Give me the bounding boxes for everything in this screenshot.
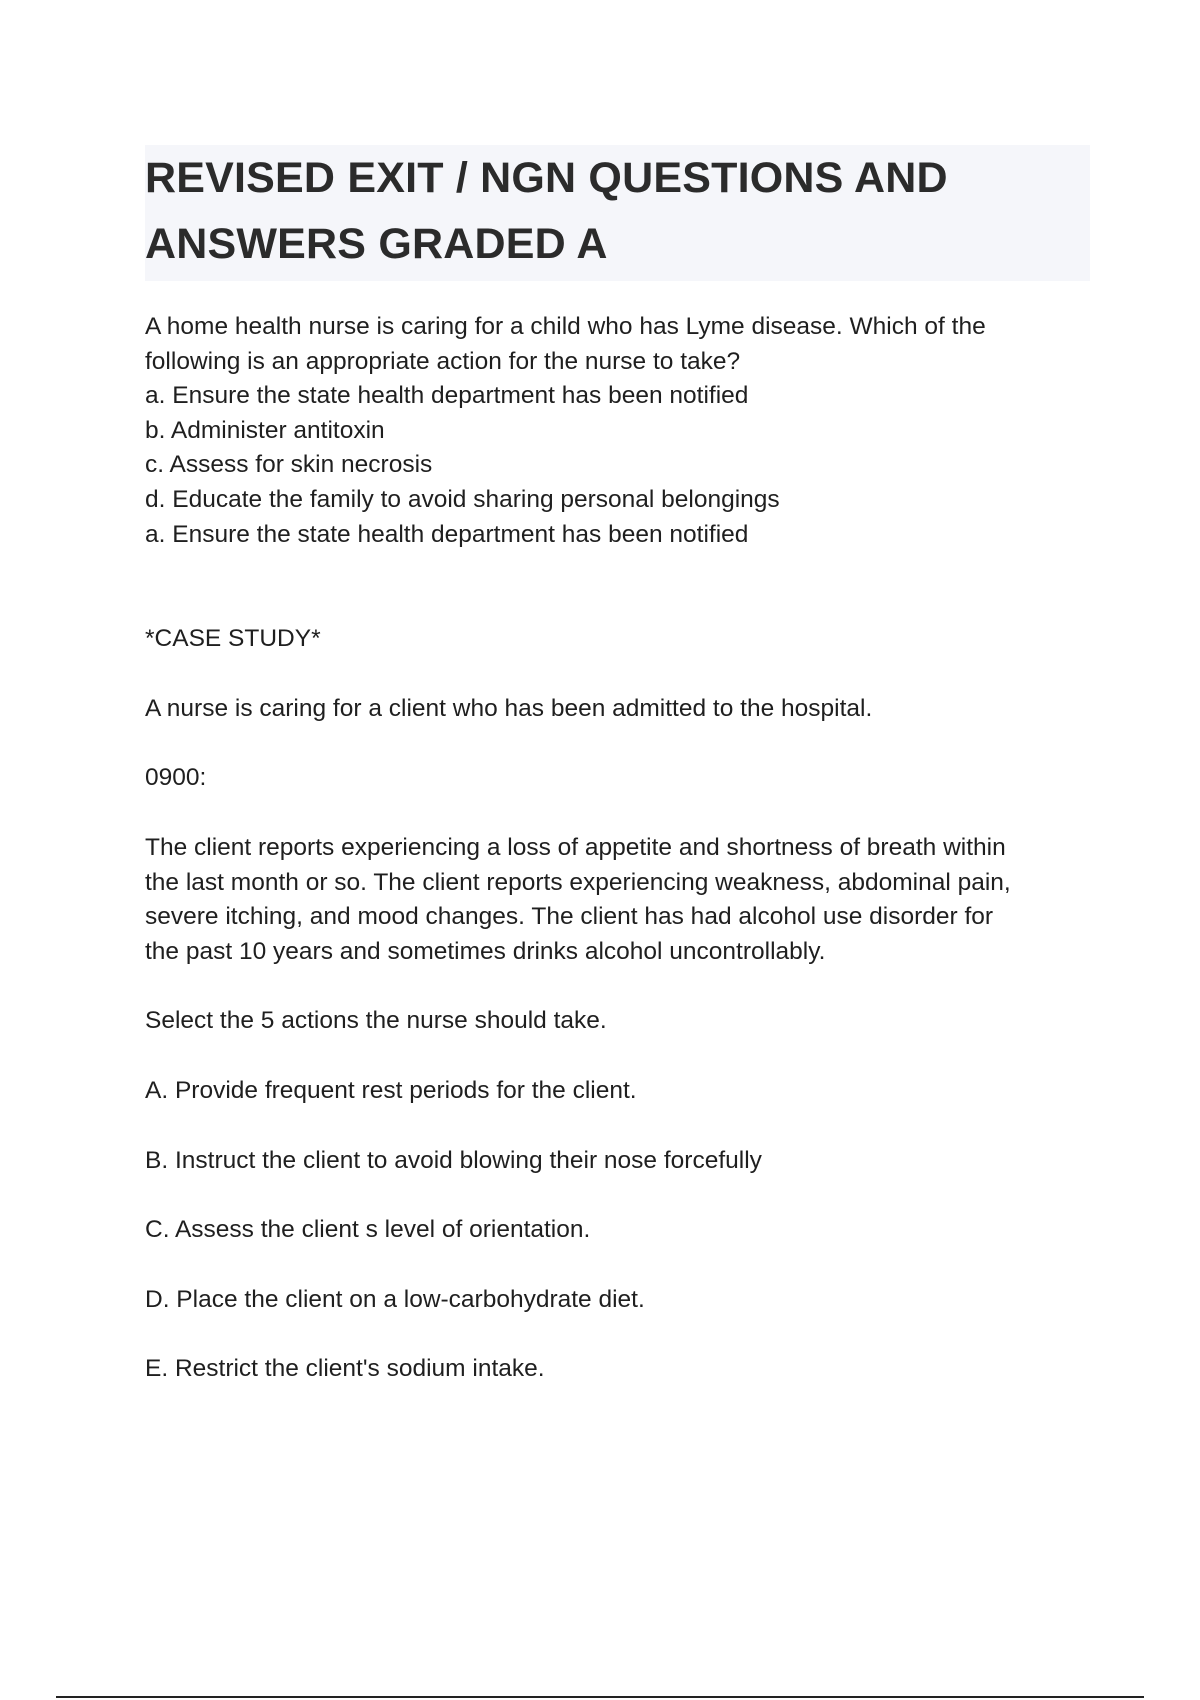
title-line-2: ANSWERS GRADED A (145, 220, 608, 268)
choice-a: A. Provide frequent rest periods for the client. (145, 1076, 637, 1104)
narrative-line: severe itching, and mood changes. The client has had alcohol use disorder for (145, 903, 994, 931)
case-study-intro: A nurse is caring for a client who has been admitted to the hospital. (145, 694, 873, 722)
question-option-b: b. Administer antitoxin (145, 416, 385, 444)
question-option-c: c. Assess for skin necrosis (145, 451, 433, 479)
title-banner (145, 145, 1090, 281)
question-answer: a. Ensure the state health department has been notified (145, 520, 749, 548)
question-1 (145, 310, 1090, 552)
narrative-line: the last month or so. The client reports experiencing weakness, abdominal pain, (145, 868, 1011, 896)
case-study-prompt: Select the 5 actions the nurse should take. (145, 1007, 607, 1035)
document-title (145, 145, 1090, 277)
case-study-heading: *CASE STUDY* (145, 625, 321, 653)
narrative-line: The client reports experiencing a loss of appetite and shortness of breath within (145, 833, 1006, 861)
question-option-a: a. Ensure the state health department has been notified (145, 382, 749, 410)
question-option-d: d. Educate the family to avoid sharing personal belongings (145, 485, 780, 513)
footer-divider (56, 1696, 1144, 1698)
title-line-1: REVISED EXIT / NGN QUESTIONS AND (145, 154, 948, 202)
choice-b: B. Instruct the client to avoid blowing their nose forcefully (145, 1146, 762, 1174)
choice-d: D. Place the client on a low-carbohydrate diet. (145, 1285, 645, 1313)
narrative-line: the past 10 years and sometimes drinks alcohol uncontrollably. (145, 937, 826, 965)
question-stem-line-2: following is an appropriate action for the nurse to take? (145, 347, 741, 375)
choice-e: E. Restrict the client's sodium intake. (145, 1355, 545, 1383)
case-study (145, 622, 1090, 1387)
document-body (145, 310, 1090, 1387)
case-study-narrative (145, 831, 1090, 969)
case-study-time: 0900: (145, 764, 207, 792)
choice-c: C. Assess the client s level of orientation. (145, 1216, 591, 1244)
question-stem-line-1: A home health nurse is caring for a child who has Lyme disease. Which of the (145, 313, 986, 340)
